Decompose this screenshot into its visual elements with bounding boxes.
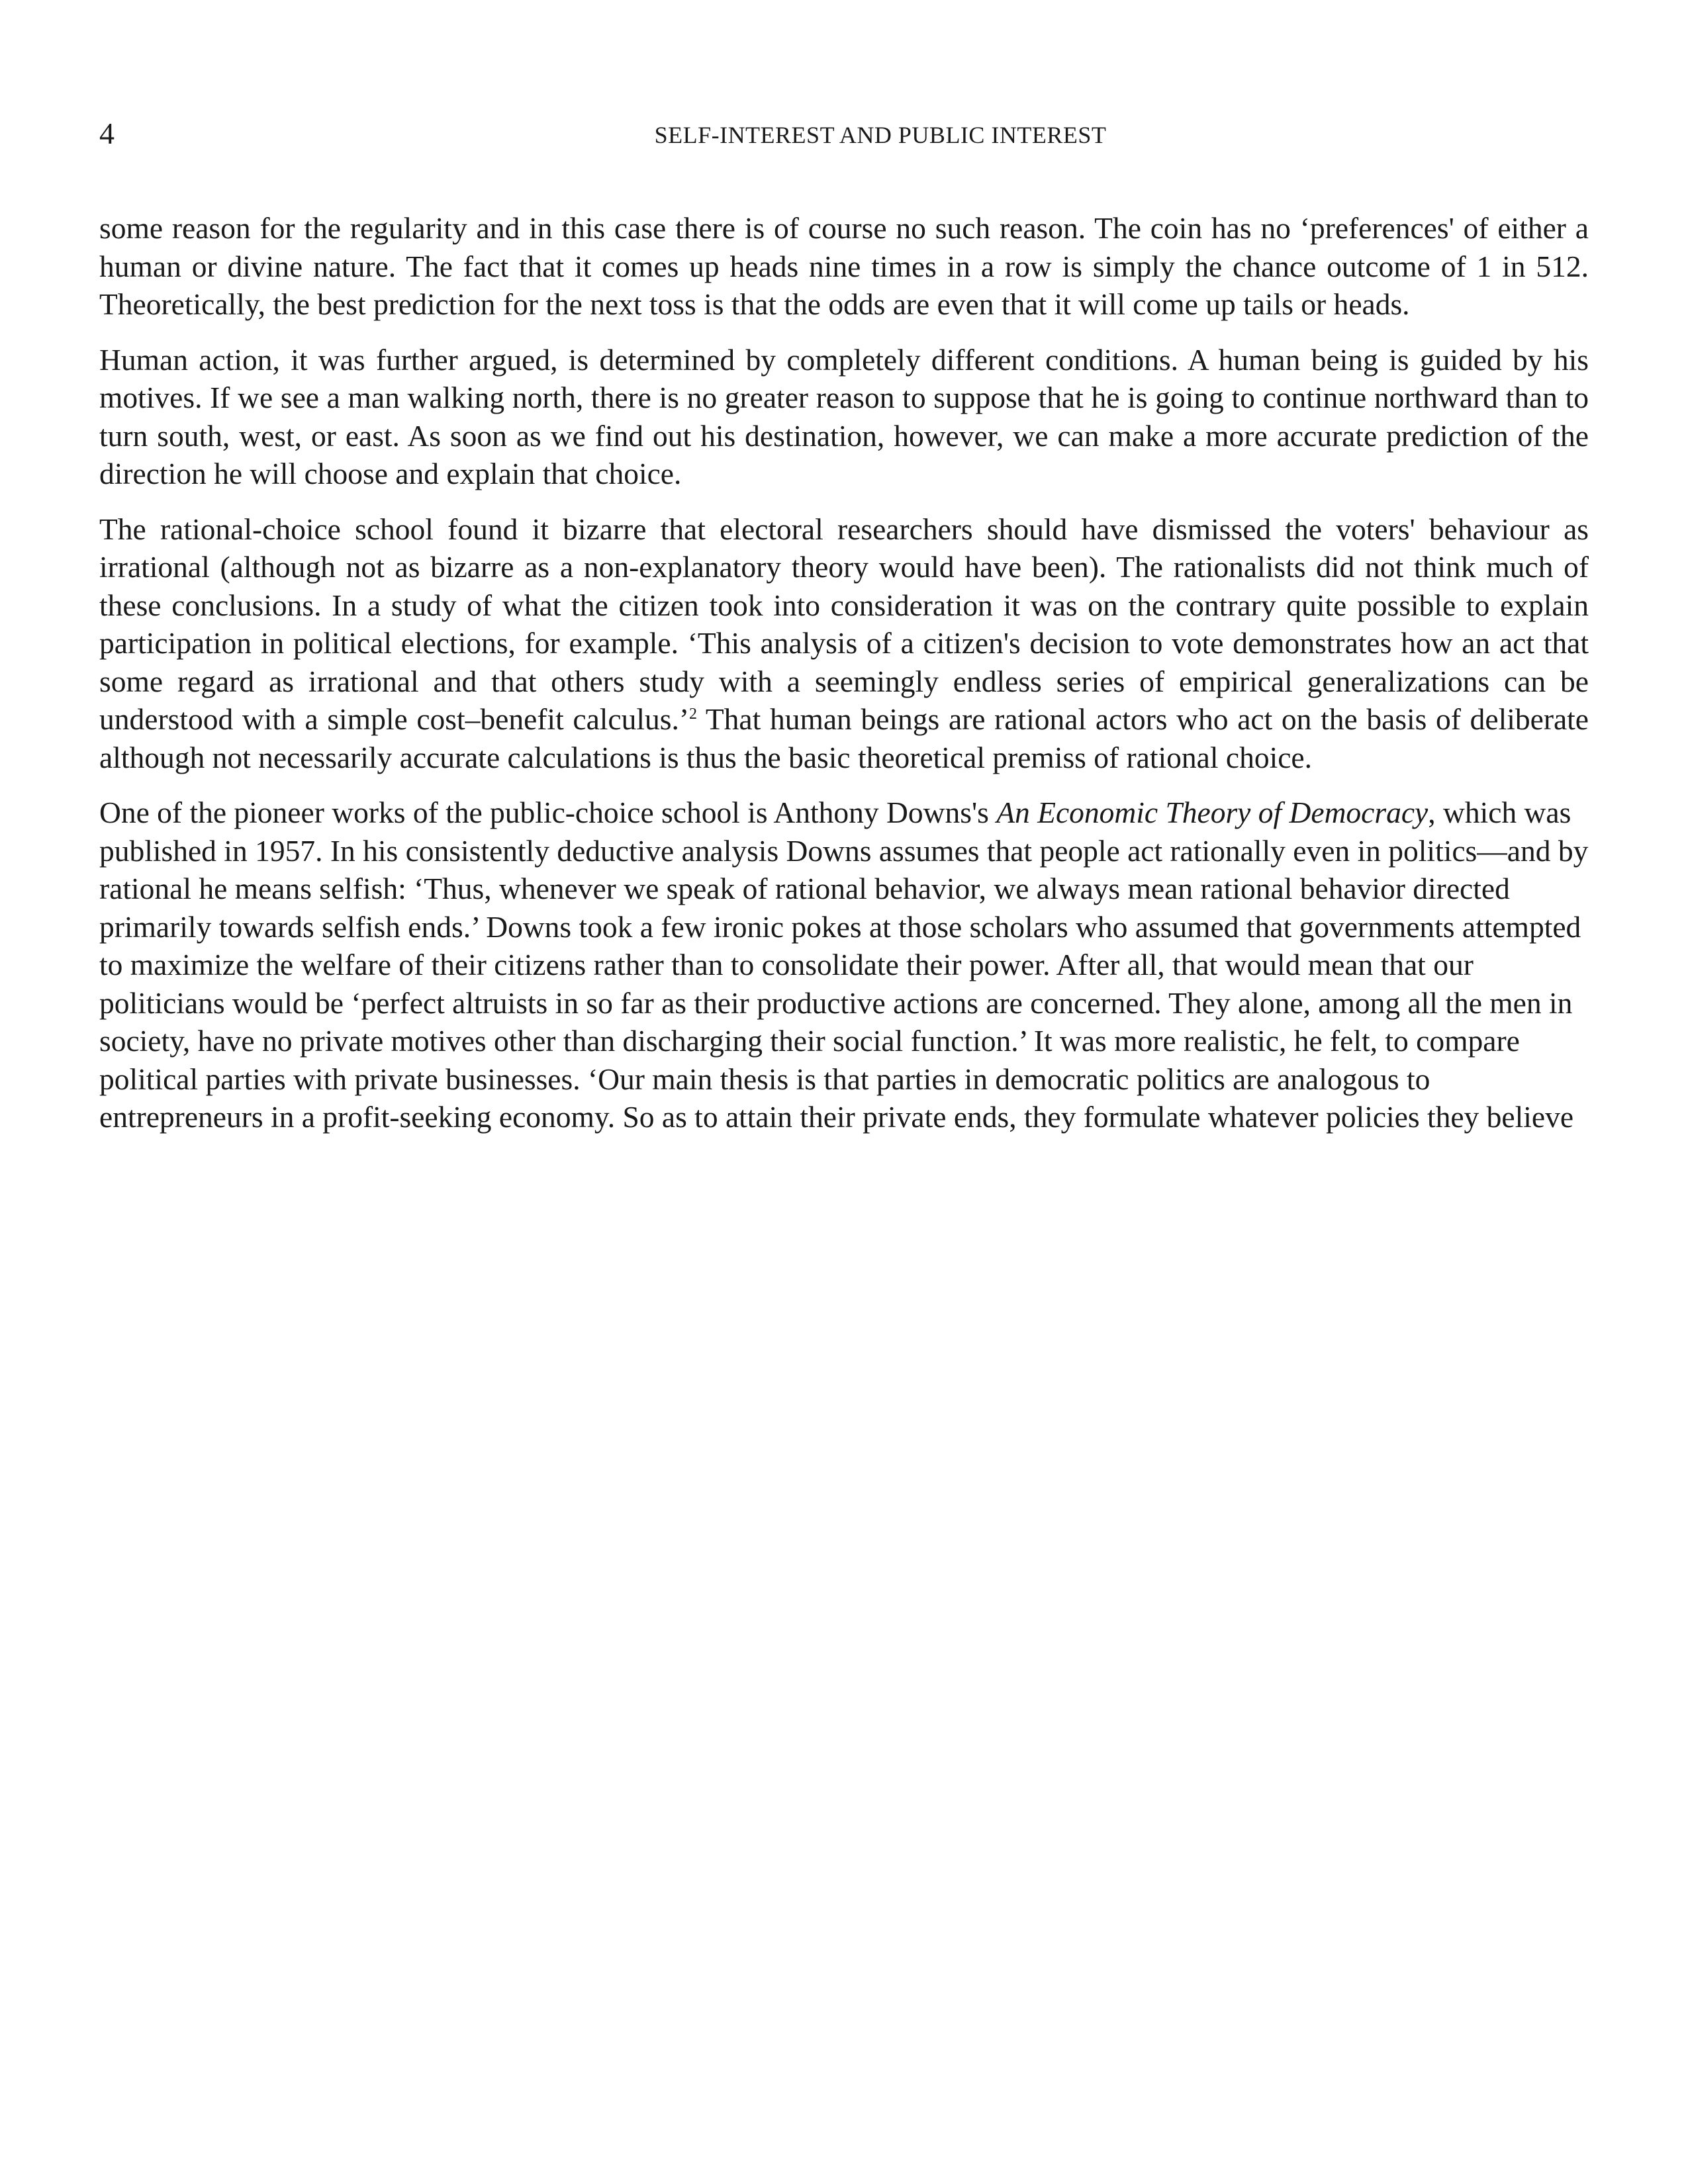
paragraph-3 [99,510,1589,777]
running-title: SELF-INTEREST AND PUBLIC INTEREST [654,122,1107,148]
paragraph-3-text-a: The rational-choice school found it bizarre that electoral researchers should have dismissed the voters' behaviour as irrational (although not as bizarre as a non-explanatory theory would have been). The rationalists did not think much of these conclusions. In a study of what the citizen took into consideration it was on the contrary quite possible to explain participation in political elections, for example. ‘This analysis of a citizen's decision to vote demonstrates how an act that some regard as irrational and that others study with a seemingly endless series of empirical generalizations can be understood with a simple cost–benefit calculus.’ [99,512,1589,736]
footnote-marker[interactable]: 2 [689,705,698,723]
paragraph-4 [99,794,1589,1136]
page-number: 4 [99,116,115,150]
paragraph-4-text-b: , which was published in 1957. In his consistently deductive analysis Downs assumes that people act rationally even in politics—and by rational he means selfish: ‘Thus, whenever we speak of rational behavior, we always mean rational behavior directed primarily towards selfish ends.’ Downs took a few ironic pokes at those scholars who assumed that governments attempted to maximize the welfare of their citizens rather than to consolidate their power. After all, that would mean that our politicians would be ‘perfect altruists in so far as their productive actions are concerned. They alone, among all the men in society, have no private motives other than discharging their social function.’ It was more realistic, he felt, to compare political parties with private businesses. ‘Our main thesis is that parties in democratic politics are analogous to entrepreneurs in a profit-seeking economy. So as to attain their private ends, they formulate whatever policies they believe [99,796,1589,1134]
body-text [99,209,1589,1154]
book-title: An Economic Theory of Democracy [996,796,1429,829]
paragraph-1: some reason for the regularity and in this case there is of course no such reason. The coin has no ‘preferences' of either a human or divine nature. The fact that it comes up heads nine times in a row is simply the chance outcome of 1 in 512. Theoretically, the best prediction for the next toss is that the odds are even that it will come up tails or heads. [99,211,1589,321]
paragraph-4-text-a: One of the pioneer works of the public-choice school is Anthony Downs's [99,796,997,829]
paragraph-2: Human action, it was further argued, is determined by completely different conditions. A human being is guided by his motives. If we see a man walking north, there is no greater reason to suppose that he is going to continue northward than to turn south, west, or east. As soon as we find out his destination, however, we can make a more accurate prediction of the direction he will choose and explain that choice. [99,342,1589,490]
running-head [99,114,1589,154]
paragraph-3-text-b: That human beings are rational actors who act on the basis of deliberate although not necessarily accurate calculations is thus the basic theoretical premiss of rational choice. [99,702,1589,774]
